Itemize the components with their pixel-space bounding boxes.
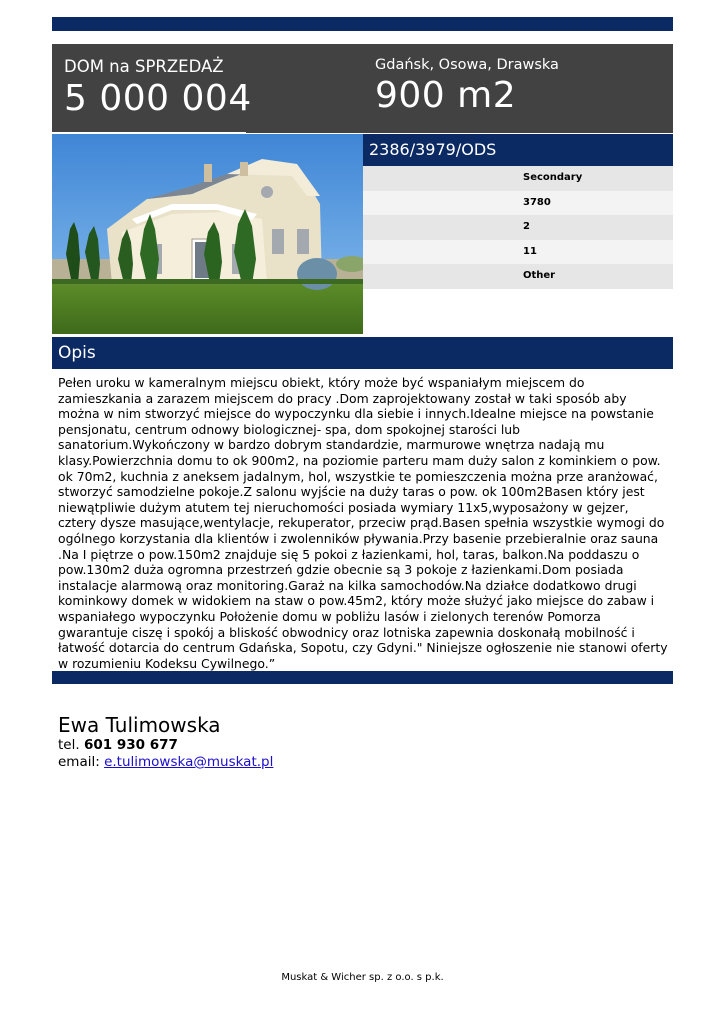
agent-phone[interactable]: 601 930 677 xyxy=(83,737,178,753)
agent-phone-line xyxy=(58,737,658,754)
section-divider-bar xyxy=(52,671,673,684)
agent-email-link[interactable]: e.tulimowska@muskat.pl xyxy=(104,754,274,770)
phone-label: tel. xyxy=(58,737,80,753)
top-accent-bar xyxy=(52,17,673,31)
header-right xyxy=(375,56,665,118)
listing-area: 900 m2 xyxy=(375,75,517,116)
listing-location: Gdańsk, Osowa, Drawska xyxy=(375,57,559,73)
listing-header xyxy=(52,44,673,133)
offer-details-table xyxy=(363,166,673,289)
detail-row xyxy=(363,191,673,216)
footer-company: Muskat & Wicher sp. z o.o. s p.k. xyxy=(281,972,444,983)
listing-price: 5 000 004 xyxy=(64,78,252,119)
detail-row xyxy=(363,215,673,240)
property-photo xyxy=(52,134,363,334)
offer-reference: 2386/3979/ODS xyxy=(363,134,673,166)
agent-contact xyxy=(58,713,658,771)
detail-value: Other xyxy=(523,270,556,281)
detail-row xyxy=(363,166,673,191)
detail-row xyxy=(363,264,673,289)
detail-value: 2 xyxy=(523,221,530,232)
description-text: Pełen uroku w kameralnym miejscu obiekt, który może być wspaniałym miejscem do zamieszkania a zarazem miejscem do pracy .Dom zaprojektowany został w taki sposób aby można w nim stworzyć miejsce do wypoczynku dla siebie i innych.Idealne miejsce na powstanie pensjonatu, centrum odnowy biologicznej- spa, dom spokojnej starości lub sanatorium.Wykończony w bardzo dobrym standardzie, marmurowe wnętrza nadają mu klasy.Powierzchnia domu to ok 900m2, na poziomie parteru mam duży salon z kominkiem o pow. ok 70m2, kuchnia z aneksem jadalnym, hol, wszystkie te pomieszczenia można prze aranżować, stworzyć samodzielne pokoje.Z salonu wyjście na duży taras o pow. ok 100m2Basen który jest niewątpliwie dużym atutem tej nieruchomości posiada wymiary 11x5,wyposażony w gejzer, cztery dysze masujące,wentylacje, rekuperator, przeciw prąd.Basen spełnia wszystkie wymogi do ogólnego korzystania dla klientów i zwolenników pływania.Przy basenie przebieralnie oraz sauna .Na I piętrze o pow.150m2 znajduje się 5 pokoi z łazienkami, hol, taras, balkon.Na poddaszu o pow.130m2 duża ogromna przestrzeń gdzie obecnie są 3 pokoje z łazienkami.Dom posiada instalacje alarmową oraz monitoring.Garaż na kilka samochodów.Na działce dodatkowo drugi kominkowy domek w widokiem na staw o pow.45m2, który może służyć jako miejsce do zabaw i wspaniałego wypoczynku Położenie domu w pobliżu lasów i zielonych terenów Pomorza gwarantuje ciszę i spokój a bliskość obwodnicy oraz lotniska zapewnia doskonałą mobilność i łatwość dotarcia do centrum Gdańska, Sopotu, czy Gdyni." Niniejsze ogłoszenie nie stanowi oferty w rozumieniu Kodeksu Cywilnego.” xyxy=(58,375,668,671)
agent-email-line xyxy=(58,754,658,771)
detail-row xyxy=(363,240,673,265)
listing-type: DOM na SPRZEDAŻ xyxy=(64,57,224,76)
detail-value: Secondary xyxy=(523,172,583,183)
detail-value: 11 xyxy=(523,245,537,257)
email-label: email: xyxy=(58,754,100,770)
detail-value: 3780 xyxy=(523,196,551,208)
header-left xyxy=(64,57,354,121)
description-heading: Opis xyxy=(52,337,673,369)
agent-name: Ewa Tulimowska xyxy=(58,713,221,737)
